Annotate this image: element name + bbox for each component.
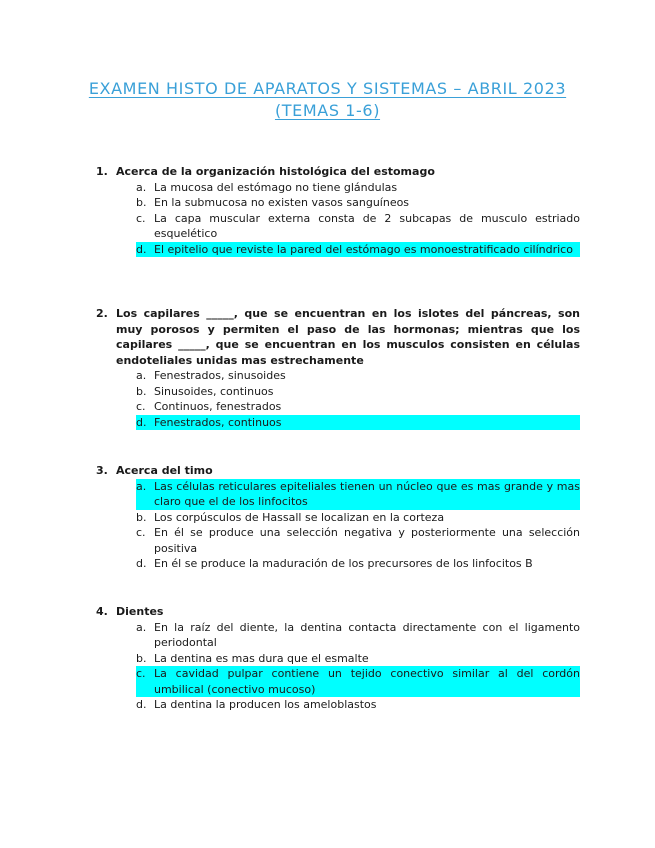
answer-option-d[interactable]: d. En él se produce la maduración de los precursores de los linfocitos B — [136, 557, 533, 570]
question-text: Dientes — [116, 605, 164, 618]
answer-options — [96, 180, 580, 258]
question-4 — [96, 604, 580, 713]
question-text: Acerca de la organización histológica del estomago — [116, 165, 435, 178]
answer-option-b[interactable]: b. En la submucosa no existen vasos sanguíneos — [136, 196, 410, 209]
answer-option-d-highlighted[interactable]: d. Fenestrados, continuos — [136, 415, 580, 431]
question-1 — [96, 164, 580, 257]
answer-option-a[interactable]: a. La mucosa del estómago no tiene glándulas — [136, 180, 398, 194]
question-number: 2. — [96, 307, 108, 320]
answer-option-a[interactable]: a. Fenestrados, sinusoides — [136, 369, 286, 382]
question-number: 1. — [96, 165, 108, 178]
exam-title-line2: (TEMAS 1-6) — [274, 101, 381, 120]
answer-option-b[interactable]: b. Sinusoides, continuos — [136, 384, 274, 398]
exam-title-line1: EXAMEN HISTO DE APARATOS Y SISTEMAS – ABRIL 2023 — [88, 79, 567, 98]
answer-options — [96, 368, 580, 430]
answer-option-d[interactable]: d. La dentina la producen los ameloblastos — [136, 698, 377, 711]
question-3 — [96, 463, 580, 572]
answer-option-c[interactable]: c. En él se produce una selección negativa y posteriormente una selección positiva — [136, 526, 580, 555]
answer-option-c[interactable]: c. Continuos, fenestrados — [136, 400, 282, 413]
answer-option-c-highlighted[interactable]: c. La cavidad pulpar contiene un tejido conectivo similar al del cordón umbilical (conectivo mucoso) — [136, 667, 580, 696]
answer-option-b[interactable]: b. La dentina es mas dura que el esmalte — [136, 651, 369, 665]
answer-option-b[interactable]: b. Los corpúsculos de Hassall se localizan en la corteza — [136, 510, 445, 524]
question-text: Acerca del timo — [116, 464, 213, 477]
answer-option-d-highlighted[interactable]: d. El epitelio que reviste la pared del estómago es monoestratificado cilíndrico — [136, 242, 580, 258]
question-number: 4. — [96, 605, 108, 618]
question-2 — [96, 306, 580, 430]
answer-option-a[interactable]: a. En la raíz del diente, la dentina contacta directamente con el ligamento periodontal — [136, 620, 580, 649]
exam-title — [0, 78, 655, 122]
question-number: 3. — [96, 464, 108, 477]
question-text: Los capilares _____, que se encuentran en los islotes del páncreas, son muy porosos y permiten el paso de las hormonas; mientras que los capilares _____, que se encuentran en los musculos consisten en células endoteliales unidas mas estrechamente — [116, 307, 580, 367]
answer-option-c[interactable]: c. La capa muscular externa consta de 2 subcapas de musculo estriado esquelético — [136, 211, 580, 240]
answer-options — [96, 620, 580, 713]
answer-options — [96, 479, 580, 572]
answer-option-a-highlighted[interactable]: a. Las células reticulares epiteliales tienen un núcleo que es mas grande y mas claro que el de los linfocitos — [136, 479, 580, 508]
